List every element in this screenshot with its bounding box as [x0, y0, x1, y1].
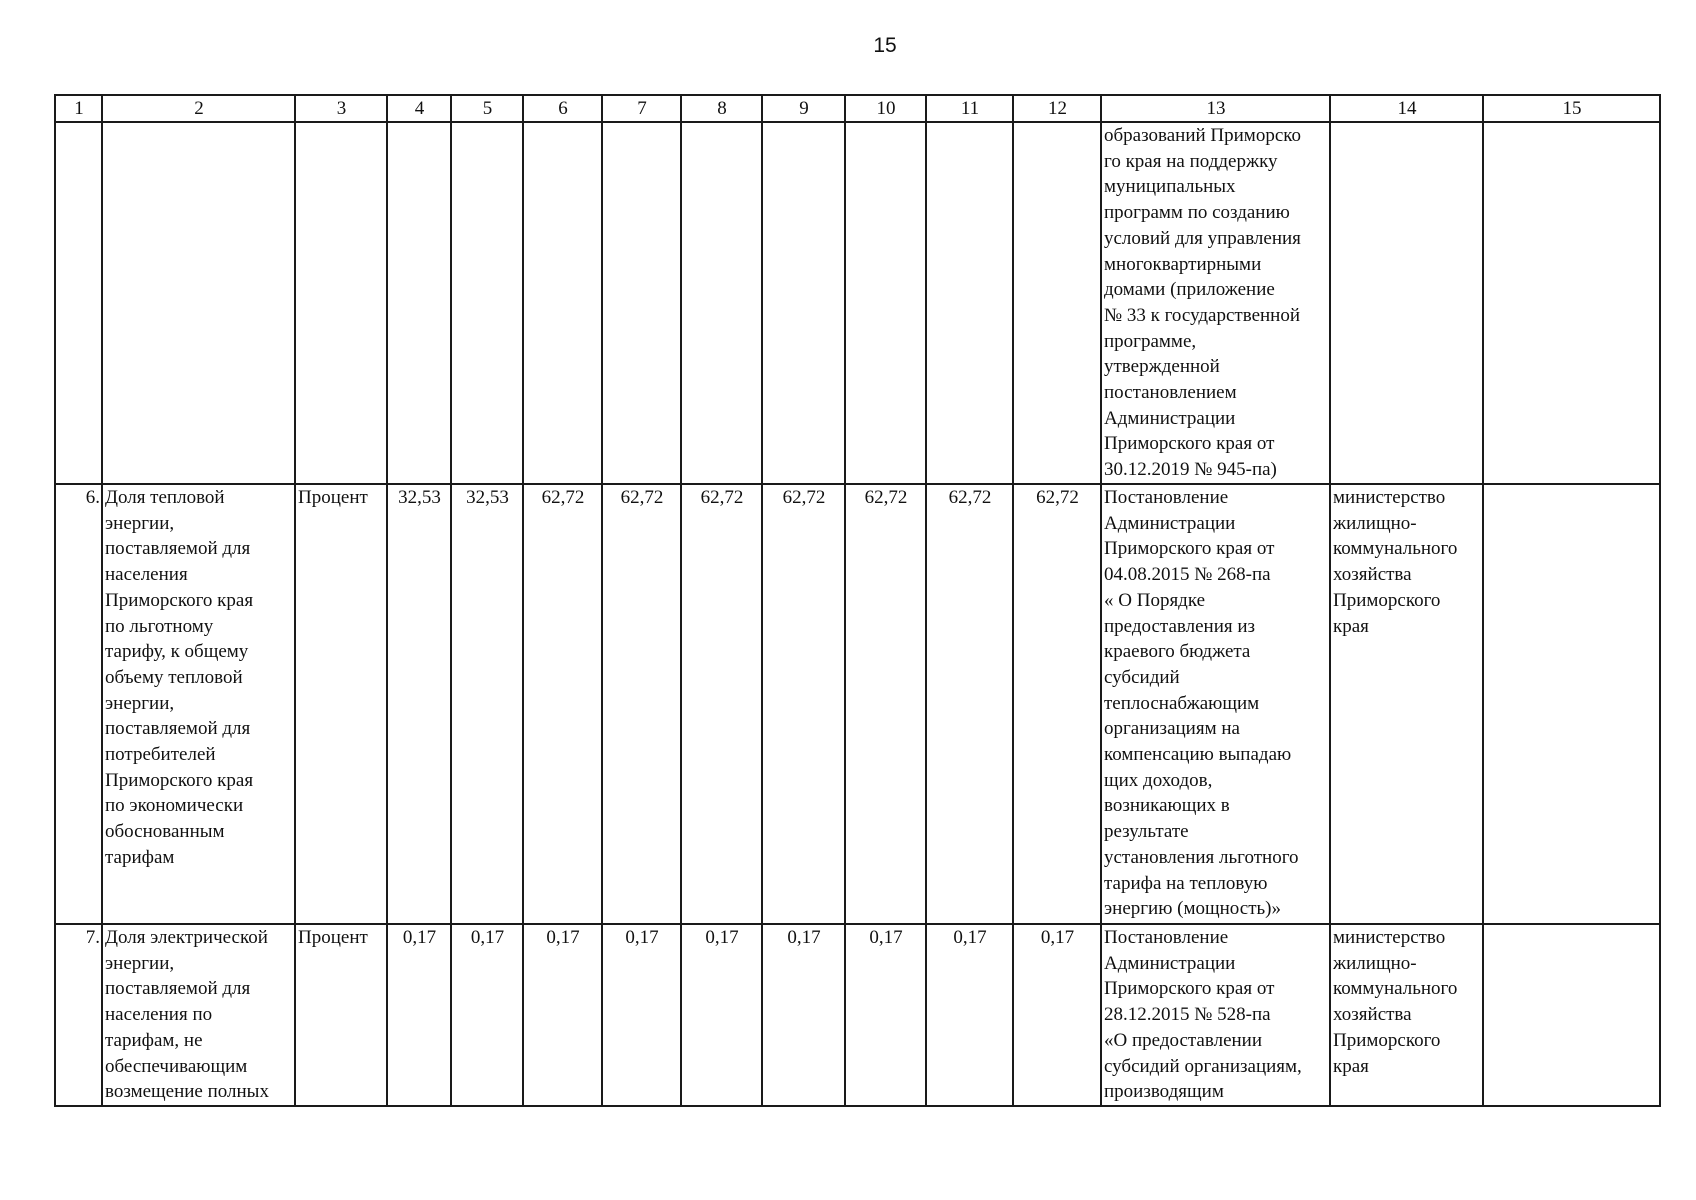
table-cell [1483, 122, 1660, 484]
col-header-6: 6 [523, 95, 602, 122]
table-cell [1483, 484, 1660, 924]
col-header-4: 4 [387, 95, 451, 122]
col-header-10: 10 [845, 95, 926, 122]
col-header-13: 13 [1101, 95, 1330, 122]
table-cell [1330, 122, 1483, 484]
row-number: 7. [55, 924, 102, 1106]
value-cell: 62,72 [1013, 484, 1101, 924]
value-cell: 0,17 [762, 924, 845, 1106]
unit-cell: Процент [295, 484, 387, 924]
document-cell: Постановление Администрации Приморского края от 28.12.2015 № 528-па «О предоставлении субсидий организациям, производящим [1101, 924, 1330, 1106]
col-header-5: 5 [451, 95, 523, 122]
table-cell [102, 122, 295, 484]
col-header-11: 11 [926, 95, 1013, 122]
value-cell: 62,72 [602, 484, 681, 924]
col-header-2: 2 [102, 95, 295, 122]
col-header-8: 8 [681, 95, 762, 122]
table-cell [845, 122, 926, 484]
responsible-cell: министерство жилищно- коммунального хозяйства Приморского края [1330, 924, 1483, 1106]
table-cell [762, 122, 845, 484]
col-header-9: 9 [762, 95, 845, 122]
value-cell: 0,17 [681, 924, 762, 1106]
table-cell [451, 122, 523, 484]
value-cell: 0,17 [387, 924, 451, 1106]
value-cell: 62,72 [845, 484, 926, 924]
row-number: 6. [55, 484, 102, 924]
value-cell: 32,53 [387, 484, 451, 924]
document-cell: образований Приморско го края на поддержку муниципальных программ по созданию условий для управления многоквартирными домами (приложение № 33 к государственной программе, утвержденной постановлением Администрации Приморского края от 30.12.2019 № 945-па) [1101, 122, 1330, 484]
table-row [55, 924, 1660, 1106]
table-cell [1483, 924, 1660, 1106]
value-cell: 0,17 [451, 924, 523, 1106]
value-cell: 0,17 [845, 924, 926, 1106]
page-number: 15 [873, 34, 897, 57]
table-cell [55, 122, 102, 484]
value-cell: 62,72 [762, 484, 845, 924]
value-cell: 0,17 [926, 924, 1013, 1106]
col-header-12: 12 [1013, 95, 1101, 122]
value-cell: 0,17 [602, 924, 681, 1106]
unit-cell: Процент [295, 924, 387, 1106]
table-cell [295, 122, 387, 484]
value-cell: 62,72 [681, 484, 762, 924]
value-cell: 62,72 [926, 484, 1013, 924]
table-cell [1013, 122, 1101, 484]
document-cell: Постановление Администрации Приморского края от 04.08.2015 № 268-па « О Порядке предоставления из краевого бюджета субсидий теплоснабжающим организациям на компенсацию выпадаю щих доходов, возникающих в результате установления льготного тарифа на тепловую энергию (мощность)» [1101, 484, 1330, 924]
header-row [55, 95, 1660, 122]
value-cell: 32,53 [451, 484, 523, 924]
col-header-3: 3 [295, 95, 387, 122]
value-cell: 0,17 [523, 924, 602, 1106]
col-header-14: 14 [1330, 95, 1483, 122]
table-cell [681, 122, 762, 484]
col-header-1: 1 [55, 95, 102, 122]
responsible-cell: министерство жилищно- коммунального хозяйства Приморского края [1330, 484, 1483, 924]
table-row [55, 484, 1660, 924]
table-cell [523, 122, 602, 484]
table-cell [926, 122, 1013, 484]
value-cell: 62,72 [523, 484, 602, 924]
indicator-name: Доля электрической энергии, поставляемой для населения по тарифам, не обеспечивающим возмещение полных [102, 924, 295, 1106]
table-cell [387, 122, 451, 484]
indicators-table [54, 94, 1661, 1107]
col-header-15: 15 [1483, 95, 1660, 122]
indicator-name: Доля тепловой энергии, поставляемой для населения Приморского края по льготному тарифу, к общему объему тепловой энергии, поставляемой для потребителей Приморского края по экономически обоснованным тарифам [102, 484, 295, 924]
table-cell [602, 122, 681, 484]
value-cell: 0,17 [1013, 924, 1101, 1106]
col-header-7: 7 [602, 95, 681, 122]
table-row-continuation [55, 122, 1660, 484]
